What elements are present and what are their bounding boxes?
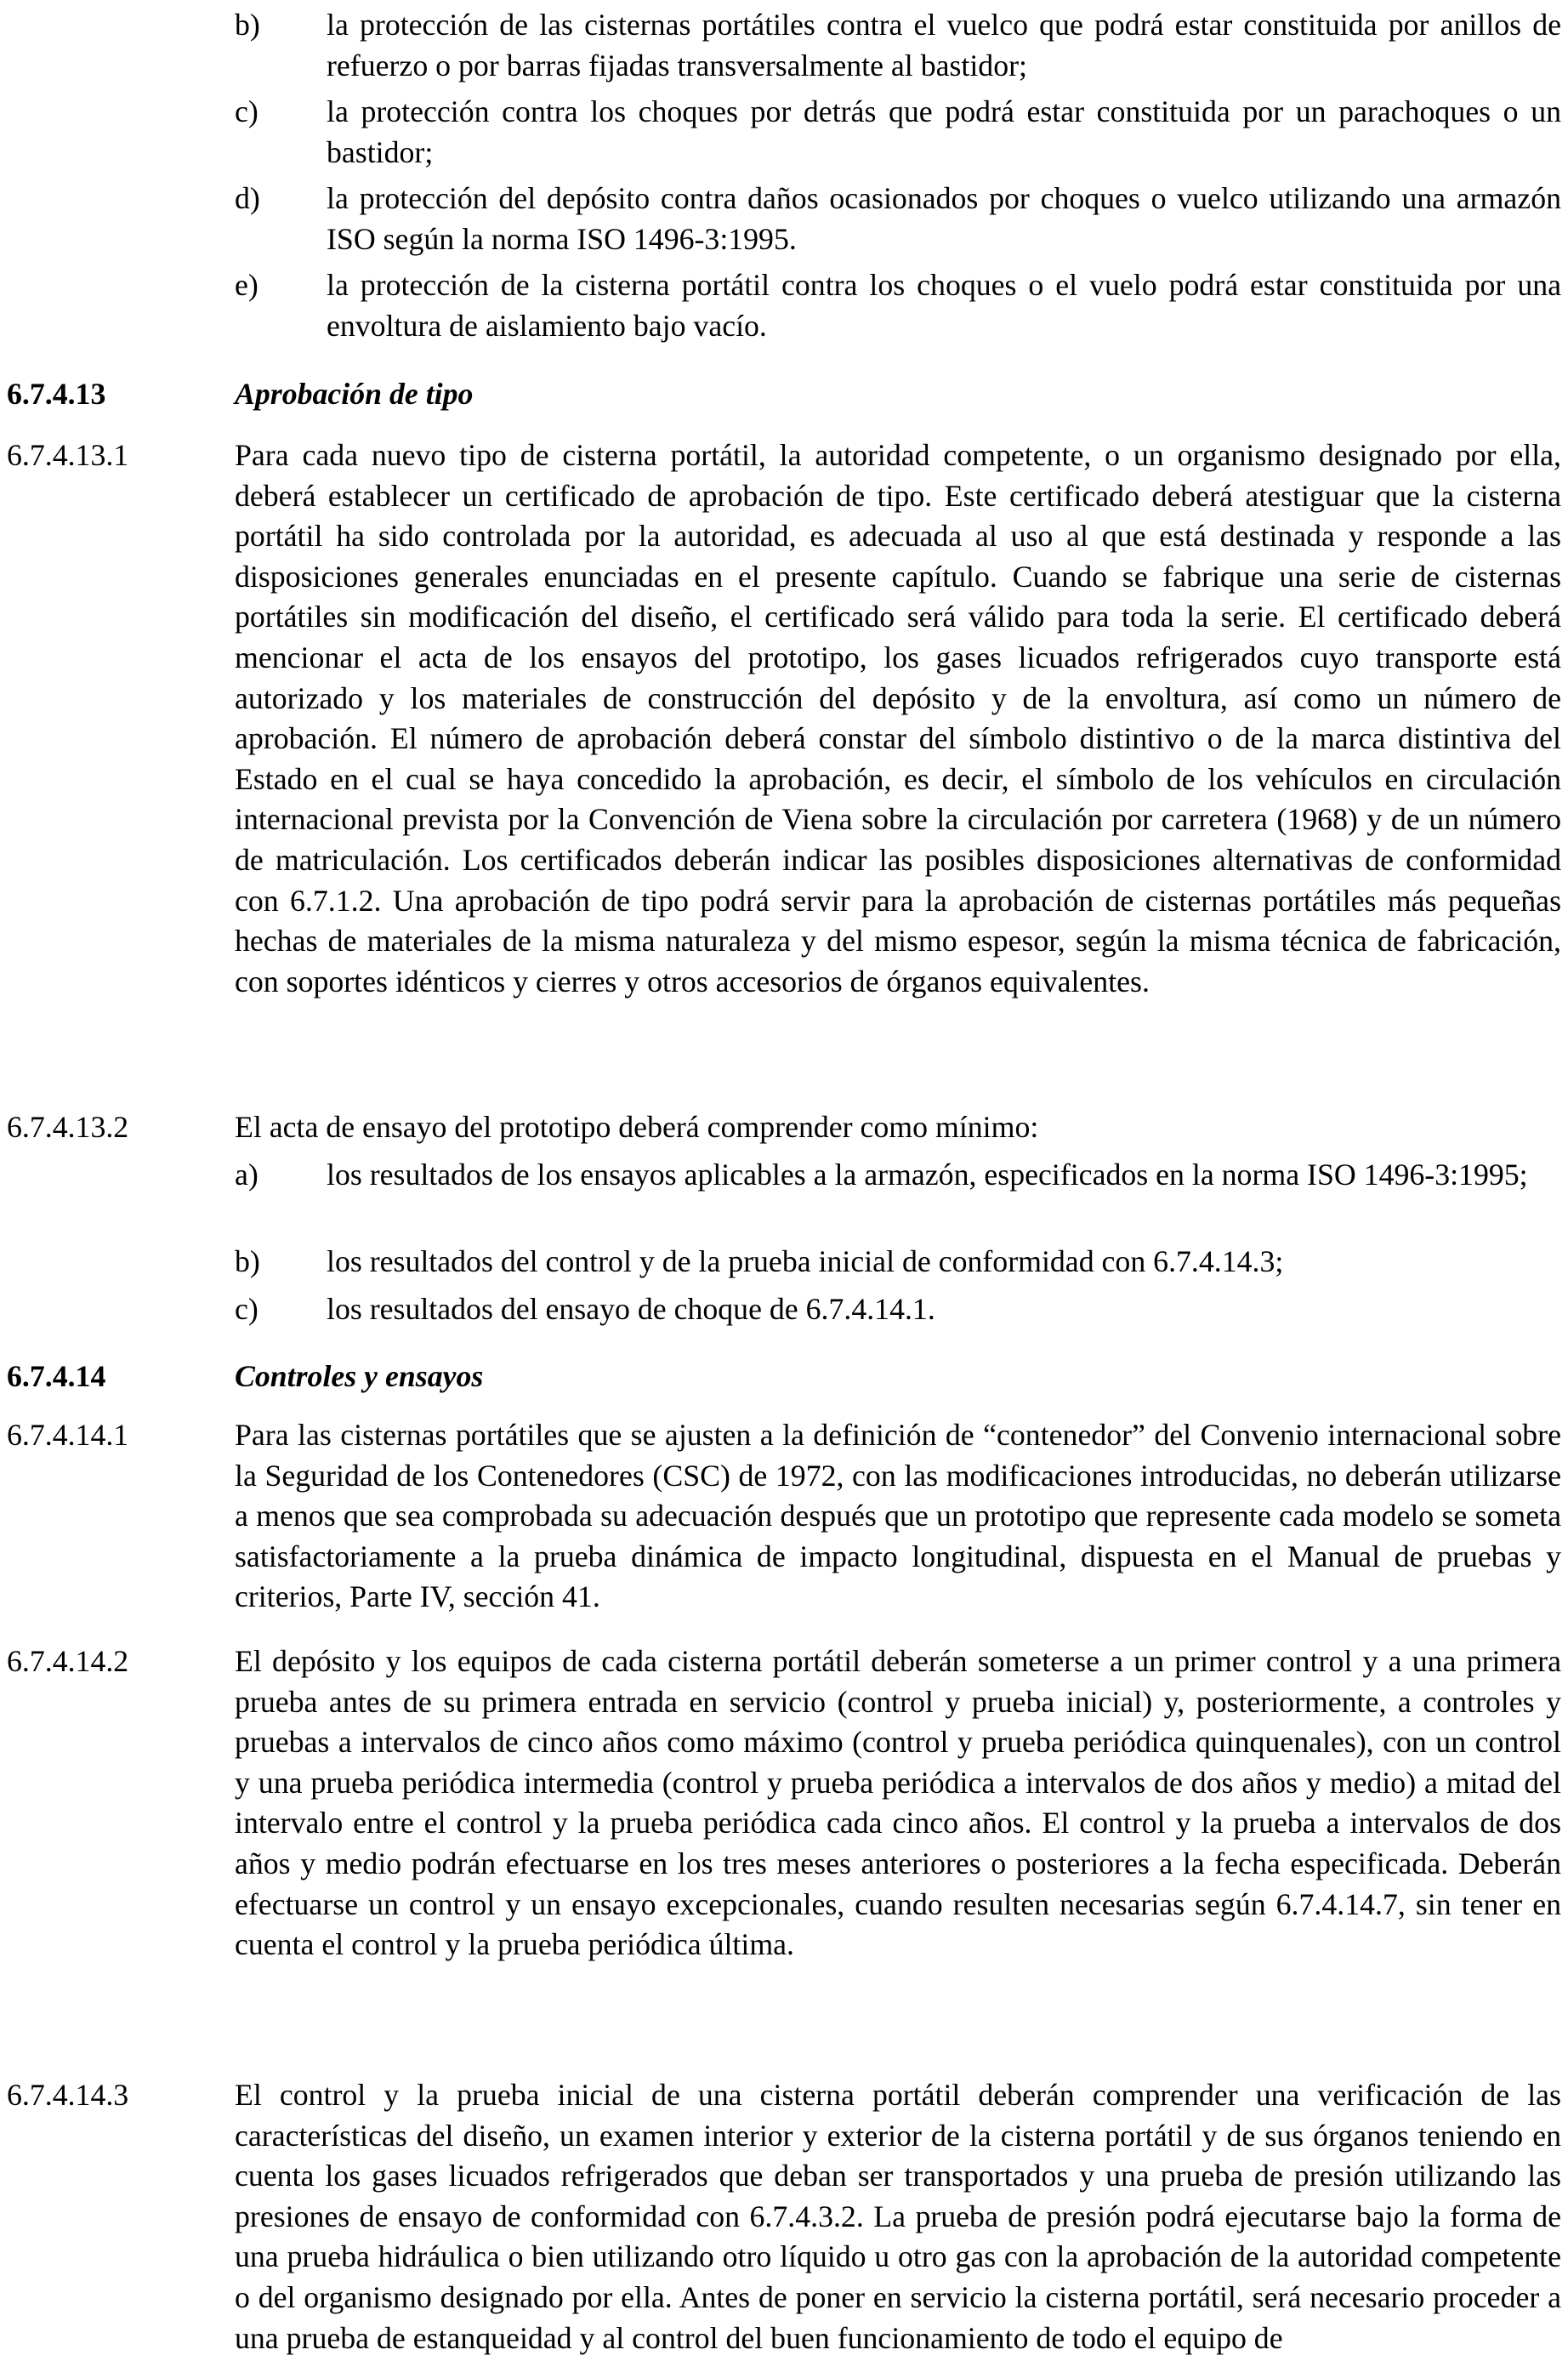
list-item-text: la protección del depósito contra daños ocasionados por choques o vuelco utilizando una armazón ISO según la norma ISO 1496-3:1995. — [327, 181, 1561, 256]
list-item-text: los resultados del control y de la prueba inicial de conformidad con 6.7.4.14.3; — [327, 1244, 1284, 1278]
paragraph-text: Para cada nuevo tipo de cisterna portátil, la autoridad competente, o un organismo designado por ella, deberá establecer un certificado de aprobación de tipo. Este certificado deberá atestiguar que la cisterna portátil ha sido controlada por la autoridad, es adecuada al uso al que está destinada y responde a las disposiciones generales enunciadas en el presente capítulo. Cuando se fabrique una serie de cisternas portátiles sin modificación del diseño, el certificado será válido para toda la serie. El certificado deberá mencionar el acta de los ensayos del prototipo, los gases licuados refrigerados cuyo transporte está autorizado y los materiales de construcción del depósito y de la envoltura, así como un número de aprobación. El número de aprobación deberá constar del símbolo distintivo o de la marca distintiva del Estado en el cual se haya concedido la aprobación, es decir, el símbolo de los vehículos en circulación internacional prevista por la Convención de Viena sobre la circulación por carretera (1968) y de un número de matriculación. Los certificados deberán indicar las posibles disposiciones alternativas de conformidad con 6.7.1.2. Una aprobación de tipo podrá servir para la aprobación de cisternas portátiles más pequeñas hechas de materiales de la misma naturaleza y del mismo espesor, según la misma técnica de fabricación, con soportes idénticos y cierres y otros accesorios de órganos equivalentes. — [235, 438, 1561, 998]
paragraph-number: 6.7.4.14.2 — [7, 1644, 129, 1678]
list-item-label: c) — [235, 1292, 258, 1326]
section-title: Aprobación de tipo — [235, 377, 474, 411]
list-item-label: e) — [235, 268, 258, 302]
list-item-label: d) — [235, 181, 260, 215]
list-item-label: a) — [235, 1158, 258, 1192]
list-item-label: b) — [235, 1244, 260, 1278]
paragraph-number: 6.7.4.14.3 — [7, 2078, 129, 2112]
list-item-text: la protección de la cisterna portátil contra los choques o el vuelo podrá estar constituida por una envoltura de aislamiento bajo vacío. — [327, 268, 1561, 343]
paragraph-text: El control y la prueba inicial de una cisterna portátil deberán comprender una verificación de las características del diseño, un examen interior y exterior de la cisterna portátil y de sus órganos teniendo en cuenta los gases licuados refrigerados que deban ser transportados y una prueba de presión utilizando las presiones de ensayo de conformidad con 6.7.4.3.2. La prueba de presión podrá ejecutarse bajo la forma de una prueba hidráulica o bien utilizando otro líquido u otro gas con la aprobación de la autoridad competente o del organismo designado por ella. Antes de poner en servicio la cisterna portátil, será necesario proceder a una prueba de estanqueidad y al control del buen funcionamiento de todo el equipo de — [235, 2078, 1561, 2355]
section-number: 6.7.4.13 — [7, 377, 106, 411]
list-item-text: los resultados de los ensayos aplicables a la armazón, especificados en la norma ISO 1496-3:1995; — [327, 1158, 1528, 1192]
section-number: 6.7.4.14 — [7, 1359, 106, 1393]
list-item-label: b) — [235, 8, 260, 42]
list-item-text: los resultados del ensayo de choque de 6.7.4.14.1. — [327, 1292, 935, 1326]
section-title: Controles y ensayos — [235, 1359, 484, 1393]
paragraph-number: 6.7.4.13.2 — [7, 1110, 129, 1144]
paragraph-text: Para las cisternas portátiles que se ajusten a la definición de “contenedor” del Convenio internacional sobre la Seguridad de los Contenedores (CSC) de 1972, con las modificaciones introducidas, no deberán utilizarse a menos que sea comprobada su adecuación después que un prototipo que represente cada modelo se someta satisfactoriamente a la prueba dinámica de impacto longitudinal, dispuesta en el Manual de pruebas y criterios, Parte IV, sección 41. — [235, 1418, 1561, 1614]
paragraph-text: El acta de ensayo del prototipo deberá comprender como mínimo: — [235, 1110, 1039, 1144]
list-item-text: la protección de las cisternas portátiles contra el vuelco que podrá estar constituida por anillos de refuerzo o por barras fijadas transversalmente al bastidor; — [327, 8, 1561, 82]
paragraph-text: El depósito y los equipos de cada cisterna portátil deberán someterse a un primer control y a una primera prueba antes de su primera entrada en servicio (control y prueba inicial) y, posteriormente, a controles y pruebas a intervalos de cinco años como máximo (control y prueba periódica quinquenales), con un control y una prueba periódica intermedia (control y prueba periódica a intervalos de dos años y medio) a mitad del intervalo entre el control y la prueba periódica cada cinco años. El control y la prueba a intervalos de dos años y medio podrán efectuarse en los tres meses anteriores o posteriores a la fecha especificada. Deberán efectuarse un control y un ensayo excepcionales, cuando resulten necesarias según 6.7.4.14.7, sin tener en cuenta el control y la prueba periódica última. — [235, 1644, 1561, 1962]
list-item-label: c) — [235, 94, 258, 128]
list-item-text: la protección contra los choques por detrás que podrá estar constituida por un parachoques o un bastidor; — [327, 94, 1561, 169]
paragraph-number: 6.7.4.13.1 — [7, 438, 129, 472]
paragraph-number: 6.7.4.14.1 — [7, 1418, 129, 1452]
